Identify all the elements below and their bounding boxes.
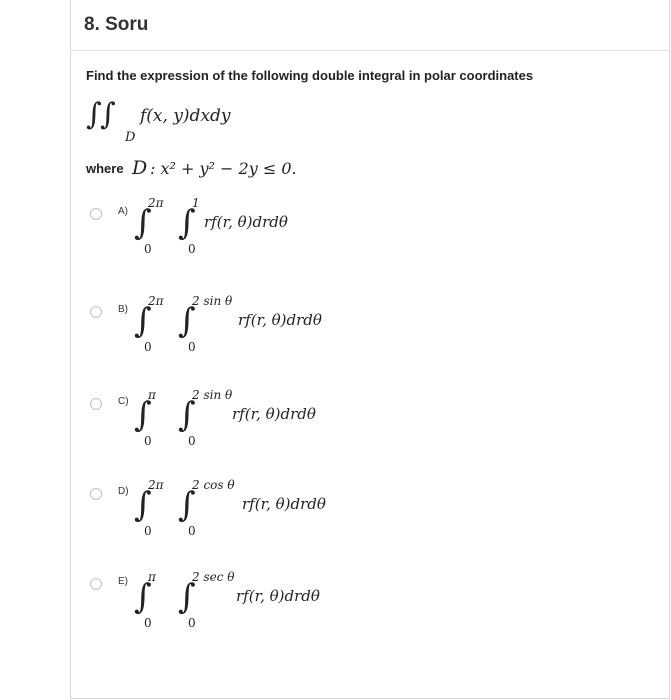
option-e-letter: E)	[118, 576, 128, 587]
outer-upper-limit: 2π	[148, 196, 164, 210]
outer-lower-limit: 0	[144, 524, 152, 538]
integral-sign: ∫	[178, 203, 196, 243]
option-integrand: rf(r, θ)drdθ	[204, 213, 288, 231]
option-c-radio[interactable]	[90, 398, 102, 410]
outer-lower-limit: 0	[144, 616, 152, 630]
integral-sign: ∫	[178, 301, 196, 341]
question-prompt: Find the expression of the following double integral in polar coordinates	[86, 68, 534, 83]
option-integrand: rf(r, θ)drdθ	[236, 587, 320, 605]
integral-sign: ∫	[134, 485, 152, 525]
integral-sign: ∫	[100, 97, 116, 132]
integral-sign: ∫	[178, 577, 196, 617]
region-symbol: D	[132, 157, 148, 179]
header-divider	[70, 50, 670, 51]
integral-sign: ∫	[178, 485, 196, 525]
inner-upper-limit: 2 cos θ	[192, 478, 235, 492]
option-a-letter: A)	[118, 206, 128, 217]
question-title: 8. Soru	[84, 14, 149, 35]
option-c-letter: C)	[118, 396, 129, 407]
integral-sign: ∫	[134, 301, 152, 341]
option-d-expression	[130, 478, 430, 538]
option-b-letter: B)	[118, 304, 128, 315]
option-a-radio[interactable]	[90, 208, 102, 220]
integral-sign: ∫	[134, 203, 152, 243]
inner-upper-limit: 2 sin θ	[192, 294, 233, 308]
outer-upper-limit: 2π	[148, 294, 164, 308]
option-integrand: rf(r, θ)drdθ	[232, 405, 316, 423]
option-b-radio[interactable]	[90, 306, 102, 318]
option-c-expression	[130, 388, 430, 448]
region-condition: : x² + y² − 2y ≤ 0.	[150, 159, 297, 178]
option-e-radio[interactable]	[90, 578, 102, 590]
option-a-expression	[130, 196, 430, 256]
inner-upper-limit: 1	[192, 196, 200, 210]
inner-upper-limit: 2 sin θ	[192, 388, 233, 402]
integral-region-subscript: D	[125, 130, 136, 145]
option-d-letter: D)	[118, 486, 129, 497]
integral-sign: ∫	[134, 395, 152, 435]
outer-upper-limit: π	[148, 570, 156, 584]
inner-lower-limit: 0	[188, 242, 196, 256]
integral-sign: ∫	[178, 395, 196, 435]
inner-upper-limit: 2 sec θ	[192, 570, 235, 584]
inner-lower-limit: 0	[188, 616, 196, 630]
outer-upper-limit: 2π	[148, 478, 164, 492]
integral-sign: ∫	[134, 577, 152, 617]
option-e-expression	[130, 570, 430, 630]
integral-sign: ∫	[86, 97, 102, 132]
outer-upper-limit: π	[148, 388, 156, 402]
option-integrand: rf(r, θ)drdθ	[238, 311, 322, 329]
outer-lower-limit: 0	[144, 340, 152, 354]
outer-lower-limit: 0	[144, 434, 152, 448]
outer-lower-limit: 0	[144, 242, 152, 256]
inner-lower-limit: 0	[188, 434, 196, 448]
option-d-radio[interactable]	[90, 488, 102, 500]
where-label: where	[86, 161, 124, 176]
inner-lower-limit: 0	[188, 340, 196, 354]
inner-lower-limit: 0	[188, 524, 196, 538]
question-integrand: f(x, y)dxdy	[140, 106, 231, 126]
option-b-expression	[130, 294, 430, 354]
option-integrand: rf(r, θ)drdθ	[242, 495, 326, 513]
